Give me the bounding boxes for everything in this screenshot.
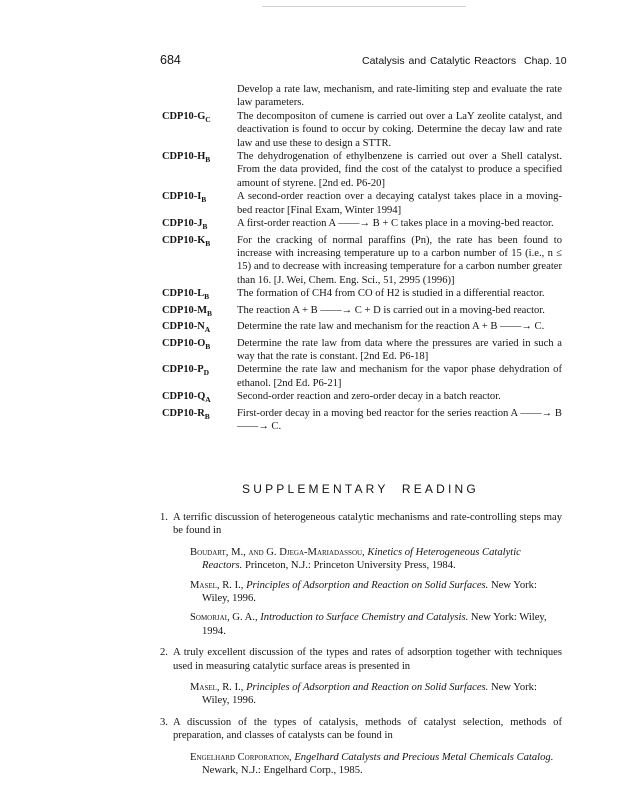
- problem-text: A second-order reaction over a decaying catalyst takes place in a moving-bed reactor [Final Exam, Winter 1994]: [237, 191, 562, 216]
- reading-section: [160, 716, 562, 778]
- problem-label: $CDP10-G_C$: [162, 110, 211, 124]
- problem-label: $CDP10-R_B$: [162, 407, 210, 421]
- section-text: A terrific discussion of heterogeneous catalytic mechanisms and rate-controlling steps may be found in: [173, 512, 562, 537]
- problem-label: $CDP10-L_B$: [162, 288, 210, 302]
- problem-text: The dehydrogenation of ethylbenzene is carried out over a Shell catalyst. From the data provided, find the cost of the catalyst to produce a specified amount of styrene. [2nd ed. P6-20]: [237, 151, 562, 189]
- problem-text: Determine the rate law and mechanism for the reaction A + B ——→ C.: [237, 321, 545, 333]
- problem-item: [162, 304, 562, 320]
- problem-list: [162, 83, 562, 434]
- problem-item: [162, 363, 562, 390]
- reference: Somorjai, G. A., Introduction to Surface Chemistry and Catalysis. New York: Wiley, 1994.: [190, 612, 547, 637]
- problem-item: [162, 150, 562, 190]
- reference: Masel, R. I., Principles of Adsorption and Reaction on Solid Surfaces. New York: Wiley, 1996.: [190, 682, 537, 707]
- problem-text: The decompositon of cumene is carried out over a LaY zeolite catalyst, and deactivation is found to occur by coking. Determine the decay law and rate law and use these to design a STTR.: [237, 110, 562, 149]
- problem-label: $CDP10-M_B$: [162, 304, 213, 318]
- section-heading: SUPPLEMENTARY READING: [242, 482, 479, 496]
- problem-item: [162, 110, 562, 150]
- reference: Boudart, M., and G. Djega-Mariadassou, Kinetics of Heterogeneous Catalytic Reactors. Princeton, N.J.: Princeton University Press, 1984.: [190, 546, 521, 572]
- problem-item: [162, 320, 562, 336]
- problem-item: [162, 190, 562, 217]
- section-text: A discussion of the types of catalysis, methods of catalyst selection, methods of preparation, and classes of catalysts can be found in: [173, 716, 562, 742]
- problem-text: The formation of CH4 from CO of H2 is studied in a differential reactor.: [237, 288, 545, 300]
- problem-label: $CDP10-H_B$: [162, 151, 211, 165]
- problem-item: [162, 337, 562, 364]
- problem-item: [162, 217, 562, 233]
- running-title: Catalysis and Catalytic Reactors: [362, 55, 517, 67]
- problem-item: [162, 287, 562, 303]
- reading-section: [160, 646, 562, 708]
- reference: Masel, R. I., Principles of Adsorption and Reaction on Solid Surfaces. New York: Wiley, 1996.: [190, 579, 537, 605]
- problem-item: [162, 407, 562, 434]
- problem-text: Determine the rate law from data where the pressures are varied in such a way that the rate is constant. [2nd Ed. P6-18]: [237, 337, 562, 363]
- problem-label: $CDP10-N_A$: [162, 321, 211, 335]
- supplementary-reading: [160, 511, 562, 786]
- problem-text: First-order decay in a moving bed reactor for the series reaction A ——→ B ——→ C.: [237, 407, 562, 433]
- problem-label: $CDP10-P_D$: [162, 364, 209, 378]
- problem-label: $CDP10-I_B$: [162, 191, 207, 205]
- problem-text: A first-order reaction A ——→ B + C takes place in a moving-bed reactor.: [237, 218, 554, 230]
- problem-text: The reaction A + B ——→ C + D is carried out in a moving-bed reactor.: [237, 304, 545, 316]
- problem-label: $CDP10-Q_A$: [162, 391, 211, 405]
- section-number: 3.: [160, 716, 168, 728]
- problem-item: [162, 234, 562, 288]
- problem-item: [162, 390, 562, 406]
- section-number: 1.: [160, 512, 168, 523]
- problem-label: $CDP10-K_B$: [162, 234, 211, 248]
- problem-text: Second-order reaction and zero-order decay in a batch reactor.: [237, 391, 501, 403]
- problem-text: For the cracking of normal paraffins (Pn), the rate has been found to increase with increasing temperature up to a carbon number of 15 (i.e., n ≤ 15) and to decrease with increasing temperature for a carbon number greater than 16. [J. Wei, Chem. Eng. Sci., 51, 2995 (1996)]: [237, 234, 562, 286]
- problem-label: $CDP10-J_B$: [162, 218, 208, 232]
- section-number: 2.: [160, 647, 168, 659]
- problem-text: Determine the rate law and mechanism for the vapor phase dehydration of ethanol. [2nd Ed. P6-21]: [237, 364, 562, 389]
- problem-intro: Develop a rate law, mechanism, and rate-limiting step and evaluate the rate law parameters.: [237, 84, 562, 109]
- top-rule: [262, 6, 466, 7]
- chapter-label: Chap. 10: [524, 55, 567, 67]
- page-number: 684: [160, 53, 181, 67]
- reference: Engelhard Corporation, Engelhard Catalysts and Precious Metal Chemicals Catalog. Newark, N.J.: Engelhard Corp., 1985.: [190, 751, 554, 777]
- section-text: A truly excellent discussion of the types and rates of adsorption together with techniques used in measuring catalytic surface areas is presented in: [173, 647, 562, 672]
- problem-label: $CDP10-O_B$: [162, 337, 211, 351]
- reading-section: [160, 511, 562, 638]
